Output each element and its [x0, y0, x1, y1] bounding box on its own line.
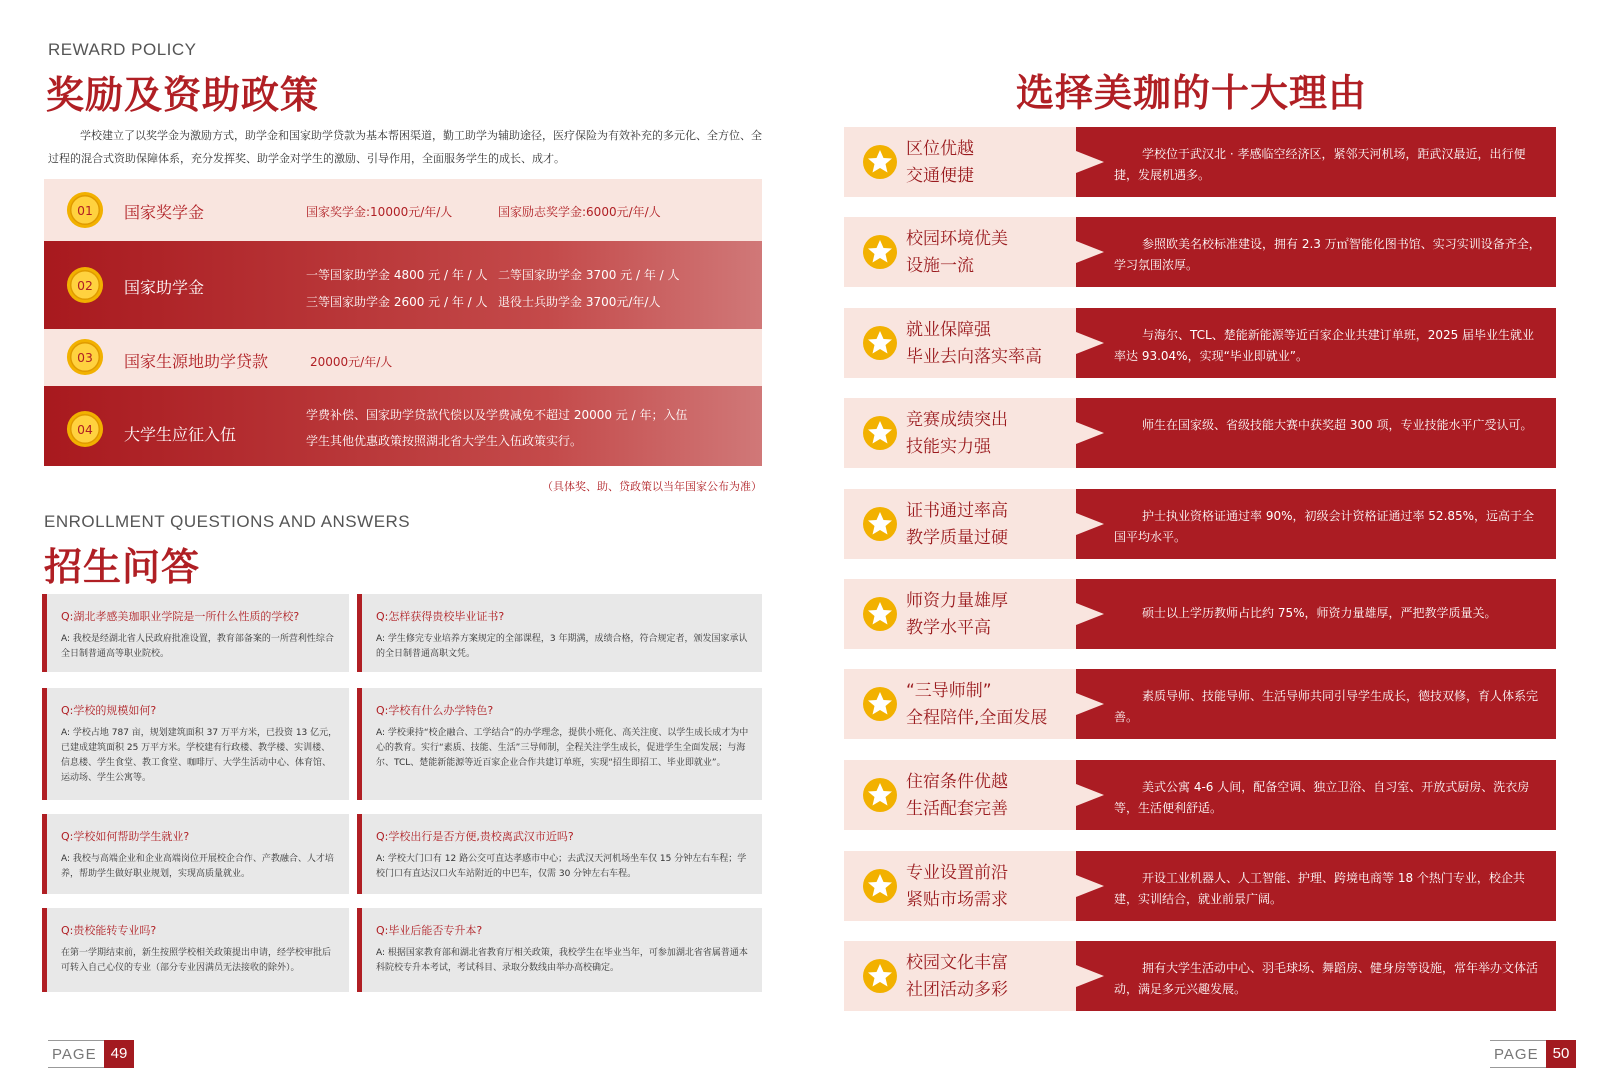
reward-text: 学生其他优惠政策按照湖北省大学生入伍政策实行。: [306, 434, 583, 448]
qa-question: Q:贵校能转专业吗?: [61, 924, 157, 937]
reason-desc: 美式公寓 4-6 人间，配备空调、独立卫浴、自习室、开放式厨房、洗衣房等，生活便利舒适。: [1114, 780, 1530, 815]
qa-question: Q:学校的规模如何?: [61, 704, 157, 717]
reason-desc: 师生在国家级、省级技能大赛中获奖超 300 项，专业技能水平广受认可。: [1142, 418, 1533, 432]
page-num: 50: [1546, 1040, 1576, 1068]
star-icon: [862, 596, 898, 632]
reward-text: 学费补偿、国家助学贷款代偿以及学费减免不超过 20000 元 / 年；入伍: [306, 408, 688, 422]
reward-text: 二等国家助学金 3700 元 / 年 / 人: [498, 268, 680, 282]
star-icon: [862, 686, 898, 722]
reward-num: 04: [77, 422, 93, 437]
reward-title: 奖励及资助政策: [46, 73, 320, 117]
reward-num: 02: [77, 278, 93, 293]
qa-card: [42, 594, 349, 672]
qa-card: [357, 908, 762, 992]
reward-text: 退役士兵助学金 3700元/年/人: [498, 295, 661, 309]
qa-card: [357, 594, 762, 672]
star-icon: [862, 415, 898, 451]
page-number-right: [1490, 1040, 1576, 1068]
reason-title: 专业设置前沿 紧贴市场需求: [906, 863, 1008, 910]
qa-answer: A: 学校占地 787 亩，规划建筑面积 37 万平方米，已投资 13 亿元，已建成建筑面积 25 万平方米。学校建有行政楼、教学楼、实训楼、信息楼、学生食堂、教工食堂、咖啡厅、大学生活动中心、体育馆、运动场、学生公寓等。: [61, 728, 338, 783]
qa-answer: 在第一学期结束前，新生按照学校相关政策提出申请，经学校审批后可转入自己心仪的专业（部分专业因满员无法接收的除外）。: [61, 948, 332, 973]
reason-desc: 拥有大学生活动中心、羽毛球场、舞蹈房、健身房等设施，常年举办文体活动，满足多元兴趣发展。: [1114, 961, 1539, 996]
page-label: PAGE: [48, 1040, 104, 1068]
reason-title: 师资力量雄厚 教学水平高: [906, 591, 1008, 638]
qa-answer: A: 学生修完专业培养方案规定的全部课程，3 年期满，成绩合格，符合规定者，颁发国家承认的全日制普通高职文凭。: [376, 634, 748, 659]
reason-desc: 素质导师、技能导师、生活导师共同引导学生成长，德技双修，育人体系完善。: [1114, 689, 1539, 724]
reason-item: [844, 398, 1556, 468]
reason-item: [844, 308, 1556, 378]
star-icon: [862, 144, 898, 180]
medal-icon: [66, 338, 104, 376]
star-icon: [862, 958, 898, 994]
reason-desc: 硕士以上学历教师占比约 75%，师资力量雄厚，严把教学质量关。: [1142, 606, 1497, 620]
reason-title: “三导师制” 全程陪伴,全面发展: [906, 681, 1048, 728]
reason-desc: 参照欧美名校标准建设，拥有 2.3 万㎡智能化图书馆、实习实训设备齐全，学习氛围浓厚。: [1114, 237, 1541, 272]
reason-item: [844, 127, 1556, 197]
reward-row-1: [44, 179, 762, 241]
reason-item: [844, 217, 1556, 287]
reward-intro: 学校建立了以奖学金为激励方式，助学金和国家助学贷款为基本帮困渠道，勤工助学为辅助途径，医疗保险为有效补充的多元化、全方位、全过程的混合式资助保障体系，充分发挥奖、助学金对学生的激励、引导作用，全面服务学生的成长、成才。: [48, 129, 762, 165]
reason-desc: 学校位于武汉北 · 孝感临空经济区，紧邻天河机场，距武汉最近，出行便捷，发展机遇多。: [1114, 147, 1526, 182]
qa-card: [42, 688, 349, 800]
reward-num: 01: [77, 203, 93, 218]
star-icon: [862, 506, 898, 542]
reward-num: 03: [77, 350, 93, 365]
reason-item: [844, 760, 1556, 830]
qa-answer: A: 学校大门口有 12 路公交可直达孝感市中心；去武汉天河机场坐车仅 15 分钟左右车程；学校门口有直达汉口火车站附近的中巴车，仅需 30 分钟左右车程。: [376, 854, 747, 879]
qa-en-heading: ENROLLMENT QUESTIONS AND ANSWERS: [44, 512, 411, 531]
qa-question: Q:学校有什么办学特色?: [376, 704, 494, 717]
page-num: 49: [104, 1040, 134, 1068]
reason-title: 住宿条件优越 生活配套完善: [906, 772, 1008, 819]
reward-row-4: [44, 386, 762, 466]
star-icon: [862, 325, 898, 361]
reward-text: 国家奖学金:10000元/年/人: [306, 205, 453, 219]
reward-name: 大学生应征入伍: [124, 425, 237, 444]
qa-title: 招生问答: [44, 545, 201, 589]
reward-name: 国家生源地助学贷款: [124, 352, 269, 371]
reward-row-2: [44, 241, 762, 329]
reward-text: 国家励志奖学金:6000元/年/人: [498, 205, 661, 219]
reasons-title: 选择美珈的十大理由: [1016, 71, 1368, 115]
reward-en-heading: REWARD POLICY: [48, 40, 197, 59]
reason-title: 区位优越 交通便捷: [906, 139, 974, 186]
qa-question: Q:学校如何帮助学生就业?: [61, 830, 190, 843]
reward-row-3: [44, 329, 762, 386]
reason-item: [844, 941, 1556, 1011]
qa-card: [42, 908, 349, 992]
reason-item: [844, 579, 1556, 649]
qa-answer: A: 我校是经湖北省人民政府批准设置，教育部备案的一所营利性综合全日制普通高等职业院校。: [61, 634, 334, 659]
reason-item: [844, 489, 1556, 559]
qa-answer: A: 学校秉持“校企融合、工学结合”的办学理念，提供小班化、高关注度、以学生成长成才为中心的教育。实行“素质、技能、生活”三导师制，全程关注学生成长，促进学生全面发展；与海尔、TCL、楚能新能源等近百家企业合作共建订单班，实现“招生即招工、毕业即就业”。: [376, 728, 749, 768]
reason-desc: 开设工业机器人、人工智能、护理、跨境电商等 18 个热门专业，校企共建，实训结合，就业前景广阔。: [1114, 871, 1525, 906]
medal-icon: [66, 266, 104, 304]
reward-name: 国家助学金: [124, 278, 205, 297]
reward-note: （具体奖、助、贷政策以当年国家公布为准）: [542, 480, 762, 493]
reason-desc: 与海尔、TCL、楚能新能源等近百家企业共建订单班，2025 届毕业生就业率达 93.04%，实现“毕业即就业”。: [1114, 328, 1535, 363]
reason-item: [844, 669, 1556, 739]
qa-answer: A: 我校与高端企业和企业高端岗位开展校企合作、产教融合、人才培养，帮助学生做好职业规划，实现高质量就业。: [61, 854, 334, 879]
reason-title: 就业保障强 毕业去向落实率高: [906, 320, 1042, 367]
reward-name: 国家奖学金: [124, 203, 205, 222]
page-label: PAGE: [1490, 1040, 1546, 1068]
star-icon: [862, 234, 898, 270]
reason-title: 校园环境优美 设施一流: [906, 229, 1008, 276]
qa-answer: A: 根据国家教育部和湖北省教育厅相关政策，我校学生在毕业当年，可参加湖北省省属普通本科院校专升本考试，考试科目、录取分数线由举办高校确定。: [376, 948, 748, 973]
qa-question: Q:怎样获得贵校毕业证书?: [376, 610, 505, 623]
reason-title: 证书通过率高 教学质量过硬: [906, 501, 1008, 548]
qa-question: Q:毕业后能否专升本?: [376, 924, 483, 937]
qa-card: [357, 688, 762, 800]
reward-text: 三等国家助学金 2600 元 / 年 / 人: [306, 295, 488, 309]
reward-text: 一等国家助学金 4800 元 / 年 / 人: [306, 268, 488, 282]
reason-item: [844, 851, 1556, 921]
page-number-left: [48, 1040, 134, 1068]
qa-card: [357, 814, 762, 894]
reward-text: 20000元/年/人: [310, 355, 393, 369]
qa-card: [42, 814, 349, 894]
star-icon: [862, 777, 898, 813]
reason-desc: 护士执业资格证通过率 90%，初级会计资格证通过率 52.85%，远高于全国平均水平。: [1114, 509, 1535, 544]
reason-title: 竞赛成绩突出 技能实力强: [906, 410, 1008, 457]
reason-title: 校园文化丰富 社团活动多彩: [906, 953, 1008, 1000]
qa-question: Q:学校出行是否方便,贵校离武汉市近吗?: [376, 830, 574, 843]
star-icon: [862, 868, 898, 904]
qa-question: Q:湖北孝感美珈职业学院是一所什么性质的学校?: [61, 610, 300, 623]
medal-icon: [66, 191, 104, 229]
medal-icon: [66, 410, 104, 448]
